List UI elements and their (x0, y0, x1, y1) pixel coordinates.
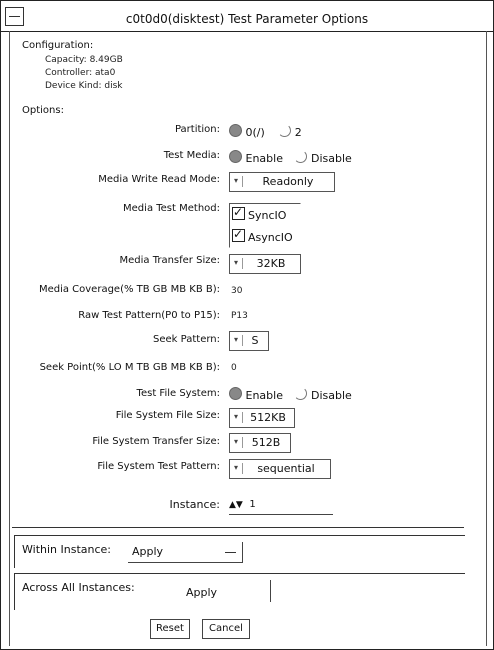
partition-label: Partition: (174, 124, 220, 135)
raw-test-pattern-input[interactable]: P13 (231, 311, 248, 321)
test-media-label: Test Media: (163, 150, 220, 161)
across-instances-apply-button[interactable]: Apply (186, 586, 218, 599)
raw-test-pattern-label: Raw Test Pattern(P0 to P15): (78, 310, 220, 321)
dropdown-arrow-icon: ▾ (234, 463, 239, 472)
asyncio-label: AsyncIO (248, 231, 293, 244)
cancel-button[interactable]: Cancel (202, 619, 250, 639)
fs-file-size-select[interactable] (229, 408, 295, 428)
partition-radio-2-icon[interactable] (278, 124, 291, 137)
within-instance-apply-menu[interactable] (128, 542, 243, 563)
seek-point-label: Seek Point(% LO M TB GB MB KB B): (39, 362, 220, 373)
divider (270, 580, 271, 602)
fs-disable-option[interactable]: Disable (310, 389, 352, 402)
test-file-system-label: Test File System: (136, 388, 220, 399)
test-file-system-radio-group (229, 387, 352, 402)
media-write-read-mode-value: Readonly (262, 175, 314, 188)
divider (242, 412, 243, 423)
fs-test-pattern-label: File System Test Pattern: (97, 461, 220, 472)
instance-value[interactable]: 1 (249, 499, 256, 510)
media-transfer-size-value: 32KB (256, 257, 286, 270)
media-coverage-label: Media Coverage(% TB GB MB KB B): (38, 284, 220, 295)
controller-text: Controller: ata0 (45, 68, 116, 78)
divider (242, 437, 243, 448)
device-kind-text: Device Kind: disk (45, 81, 123, 91)
test-media-disable-radio-icon[interactable] (294, 150, 307, 163)
title-bar (1, 1, 493, 32)
configuration-heading: Configuration: (22, 40, 94, 51)
dropdown-arrow-icon: ▾ (234, 335, 239, 344)
window-title: c0t0d0(disktest) Test Parameter Options (125, 12, 369, 26)
fs-enable-option[interactable]: Enable (245, 389, 283, 402)
fs-enable-radio-icon[interactable] (229, 387, 242, 400)
instance-stepper[interactable] (229, 497, 333, 515)
seek-pattern-select[interactable] (229, 331, 269, 351)
options-heading: Options: (22, 105, 64, 116)
divider (242, 463, 243, 474)
divider (242, 176, 243, 187)
divider (242, 335, 243, 346)
fs-file-size-label: File System File Size: (115, 410, 220, 421)
seek-pattern-label: Seek Pattern: (153, 334, 220, 345)
instance-stepper-arrows-icon[interactable]: ▲▼ (229, 500, 243, 510)
partition-radio-group (229, 124, 302, 139)
media-test-method-frame (229, 203, 301, 248)
fs-transfer-size-select[interactable] (229, 433, 291, 453)
instance-label: Instance: (169, 498, 220, 511)
partition-option-0[interactable]: 0(/) (245, 126, 265, 139)
menu-dash-icon (225, 552, 236, 553)
syncio-label: SyncIO (248, 209, 287, 222)
test-media-disable-option[interactable]: Disable (310, 152, 352, 165)
fs-test-pattern-value: sequential (257, 462, 315, 475)
media-transfer-size-select[interactable] (229, 254, 301, 274)
media-test-method-label: Media Test Method: (123, 203, 220, 214)
fs-transfer-size-value: 512B (251, 436, 281, 449)
dropdown-arrow-icon: ▾ (234, 437, 239, 446)
fs-file-size-value: 512KB (250, 411, 286, 424)
divider (242, 258, 243, 269)
partition-option-2[interactable]: 2 (294, 126, 302, 139)
dropdown-arrow-icon: ▾ (234, 412, 239, 421)
within-instance-apply-text: Apply (132, 545, 164, 558)
fs-test-pattern-select[interactable] (229, 459, 331, 479)
fs-transfer-size-label: File System Transfer Size: (92, 436, 220, 447)
dropdown-arrow-icon: ▾ (234, 176, 239, 185)
separator (12, 527, 464, 528)
media-coverage-input[interactable]: 30 (231, 286, 243, 296)
media-write-read-mode-label: Media Write Read Mode: (98, 174, 220, 185)
test-media-radio-group (229, 150, 352, 165)
media-write-read-mode-select[interactable] (229, 172, 335, 192)
seek-point-input[interactable]: 0 (231, 363, 237, 373)
within-instance-label: Within Instance: (22, 543, 111, 556)
reset-button[interactable]: Reset (150, 619, 190, 639)
partition-radio-0-icon[interactable] (229, 124, 242, 137)
capacity-text: Capacity: 8.49GB (45, 55, 123, 65)
fs-disable-radio-icon[interactable] (294, 387, 307, 400)
test-media-enable-radio-icon[interactable] (229, 150, 242, 163)
test-media-enable-option[interactable]: Enable (245, 152, 283, 165)
across-instances-label: Across All Instances: (22, 581, 135, 594)
media-transfer-size-label: Media Transfer Size: (119, 255, 220, 266)
seek-pattern-value: S (251, 334, 259, 347)
dropdown-arrow-icon: ▾ (234, 258, 239, 267)
